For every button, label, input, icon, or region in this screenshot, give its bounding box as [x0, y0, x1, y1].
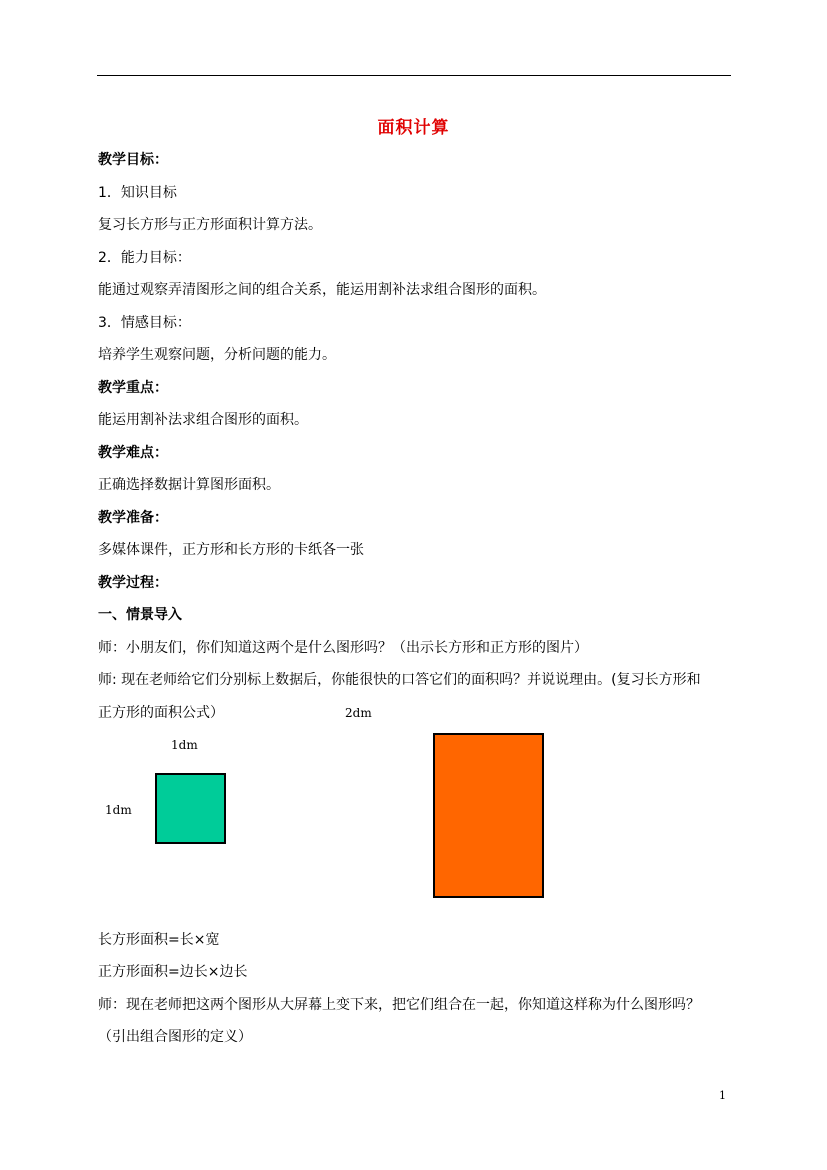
- dialog-line-2-cont: 正方形的面积公式）: [98, 705, 224, 721]
- dialog-line-2: 师: 现在老师给它们分别标上数据后，你能很快的口答它们的面积吗？并说说理由。(复习长方形和: [98, 672, 701, 688]
- square-side-label: 1dm: [105, 803, 132, 817]
- goal3-label: 3．情感目标：: [98, 315, 191, 331]
- section-heading-key: 教学重点：: [98, 380, 168, 396]
- square-top-label: 1dm: [171, 738, 198, 752]
- key-text: 能运用割补法求组合图形的面积。: [98, 412, 308, 428]
- prep-text: 多媒体课件，正方形和长方形的卡纸各一张: [98, 542, 364, 558]
- section-heading-process: 教学过程：: [98, 575, 168, 591]
- rectangle-figure: [433, 733, 544, 898]
- section-heading-difficulty: 教学难点：: [98, 445, 168, 461]
- dialog-line-1: 师：小朋友们，你们知道这两个是什么图形吗？（出示长方形和正方形的图片）: [98, 640, 588, 656]
- part1-heading: 一、情景导入: [98, 607, 182, 623]
- section-heading-prep: 教学准备：: [98, 510, 168, 526]
- header-rule: [97, 75, 731, 76]
- goal2-label: 2．能力目标：: [98, 250, 191, 266]
- goal2-text: 能通过观察弄清图形之间的组合关系，能运用割补法求组合图形的面积。: [98, 282, 546, 298]
- goal1-text: 复习长方形与正方形面积计算方法。: [98, 217, 322, 233]
- page-number: 1: [719, 1089, 726, 1102]
- section-heading-goals: 教学目标：: [98, 152, 168, 168]
- dialog-line-3-cont: （引出组合图形的定义）: [98, 1029, 252, 1045]
- rect-width-label: 2dm: [345, 706, 372, 720]
- formula-square: 正方形面积=边长×边长: [98, 964, 248, 980]
- square-figure: [155, 773, 226, 844]
- page-title: 面积计算: [377, 118, 450, 138]
- goal3-text: 培养学生观察问题，分析问题的能力。: [98, 347, 336, 363]
- formula-rectangle: 长方形面积=长×宽: [98, 932, 220, 948]
- difficulty-text: 正确选择数据计算图形面积。: [98, 477, 280, 493]
- goal1-label: 1．知识目标: [98, 185, 177, 201]
- dialog-line-3: 师：现在老师把这两个图形从大屏幕上变下来，把它们组合在一起，你知道这样称为什么图形吗？: [98, 997, 700, 1013]
